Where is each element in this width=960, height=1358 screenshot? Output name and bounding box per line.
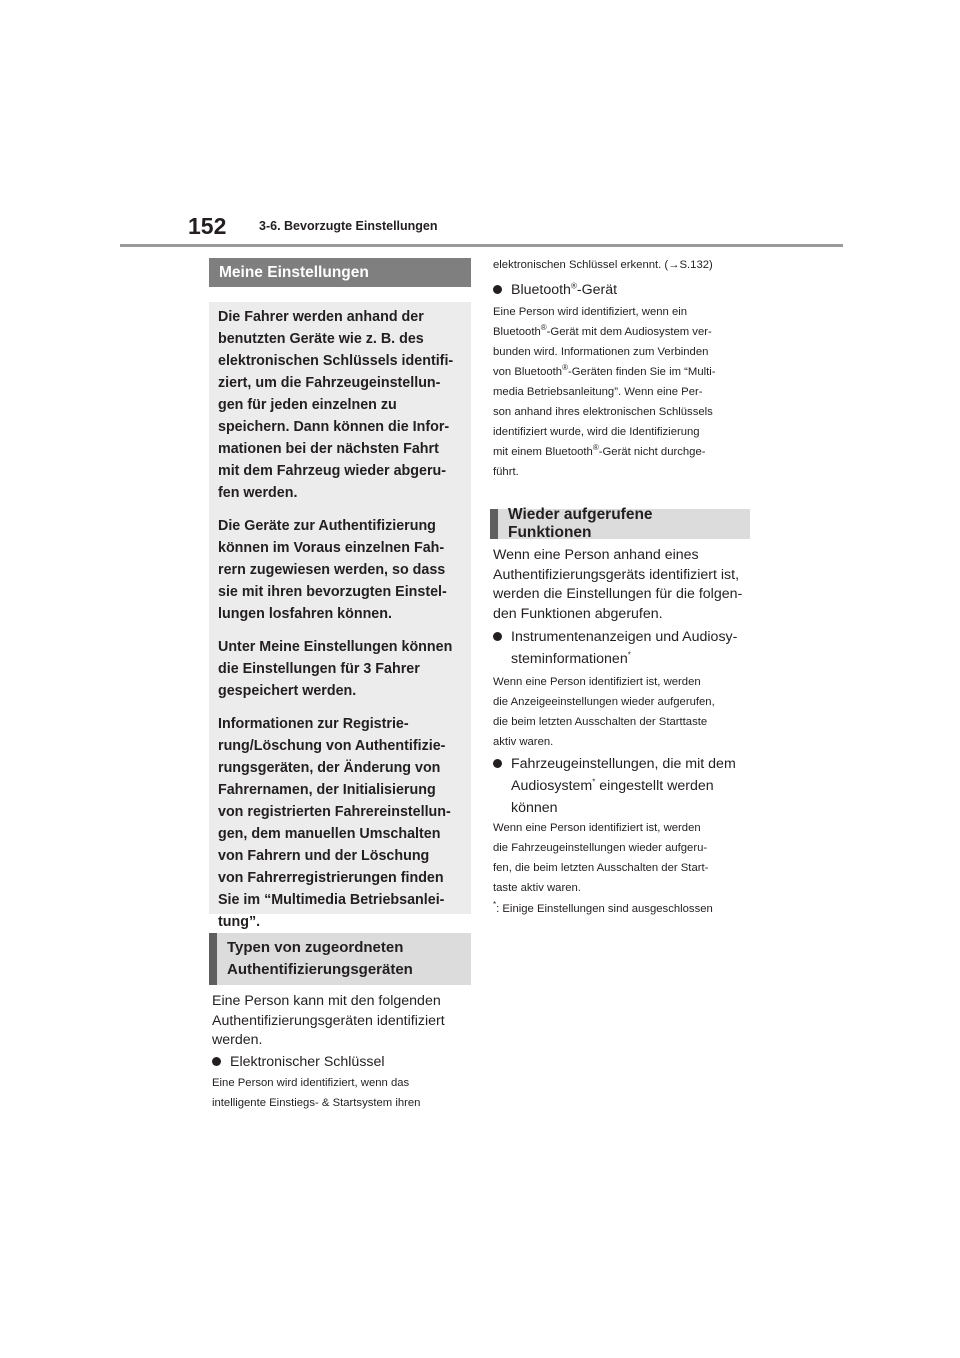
bullet-item — [493, 753, 736, 819]
body-text: Eine Person kann mit den folgenden Authentifizierungsgeräten identifiziert werden. — [212, 993, 445, 1048]
text-part: -Gerät nicht durchge- — [598, 446, 706, 458]
section-heading-typen — [209, 933, 471, 985]
page-number: 152 — [188, 213, 227, 239]
bullet-label: Instrumentenanzeigen und Audiosy- — [511, 629, 738, 645]
text-line: taste aktiv waren. — [493, 882, 581, 894]
footnote-star: * — [592, 777, 596, 787]
bullet-label: steminformationen — [511, 651, 628, 667]
header-rule — [120, 244, 843, 247]
text-line: Authentifizierungsgeräts identifiziert ist, — [493, 566, 740, 583]
text-line: Wenn eine Person identifiziert ist, werden — [493, 822, 701, 834]
bullet-label: eingestellt werden — [595, 778, 714, 794]
intro-paragraph: Unter Meine Einstellungen können die Einstellungen für 3 Fahrer gespeichert werden. — [218, 639, 453, 699]
section-heading-meine-einstellungen — [209, 258, 471, 287]
registered-mark: ® — [592, 443, 599, 453]
text-part: Bluetooth — [493, 326, 541, 338]
text-part: -Geräten finden Sie im “Multi- — [568, 366, 716, 378]
section-heading-text: Meine Einstellungen — [219, 263, 369, 281]
body-text — [493, 546, 742, 624]
bullet-dot-icon — [493, 285, 502, 294]
bullet-dot-icon — [493, 632, 502, 641]
bullet-item — [212, 1051, 385, 1073]
section-heading-line: Typen von zugeordneten — [227, 939, 404, 956]
footnote-star: * — [493, 900, 497, 910]
text-line: identifiziert wurde, wird die Identifizierung — [493, 426, 700, 438]
bullet-label: Fahrzeugeinstellungen, die mit dem — [511, 756, 736, 772]
text-line: intelligente Einstiegs- & Startsystem ihren — [212, 1097, 421, 1109]
bullet-description — [493, 818, 708, 898]
text-line: Eine Person wird identifiziert, wenn ein — [493, 306, 688, 318]
text-line — [493, 442, 716, 462]
bullet-dot-icon — [212, 1057, 221, 1066]
bullet-label: können — [511, 800, 558, 816]
text-part: mit einem Bluetooth — [493, 446, 593, 458]
text-line — [493, 322, 716, 342]
bullet-description — [493, 302, 716, 482]
text-line: werden die Einstellungen für die folgen- — [493, 586, 743, 602]
footnote — [493, 899, 713, 919]
text-line: son anhand ihres elektronischen Schlüssels — [493, 406, 713, 418]
text-line: aktiv waren. — [493, 736, 554, 748]
bullet-label: Audiosystem — [511, 778, 593, 794]
bullet-description — [212, 1073, 420, 1113]
section-heading-wieder-aufgerufene — [490, 506, 750, 541]
bullet-description — [493, 672, 715, 752]
section-heading-text: Wieder aufgerufene Funktionen — [508, 506, 653, 541]
intro-paragraph: Informationen zur Registrie-rung/Löschung von Authentifizie-rungsgeräten, der Änderung von Fahrernamen, der Initialisierung von registrierten Fahrereinstellun-gen, dem manuellen Umschalten von Fahrern und der Löschung von Fahrerregistrierungen finden Sie im “Multimedia Betriebsanlei-tung”. — [218, 716, 451, 930]
text-line: Eine Person wird identifiziert, wenn das — [212, 1077, 410, 1089]
registered-mark: ® — [540, 323, 547, 333]
footnote-star: * — [627, 650, 631, 660]
text-line: bunden wird. Informationen zum Verbinden — [493, 346, 709, 358]
bullet-label: Bluetooth — [511, 282, 571, 298]
bullet-label: -Gerät — [576, 282, 618, 298]
intro-paragraph: Die Geräte zur Authentifizierung können im Voraus einzelnen Fah-rern zugewiesen werden, so dass sie mit ihren bevorzugten Einstel-lungen losfahren können. — [218, 518, 447, 622]
bullet-item — [493, 626, 737, 670]
text-line: Wenn eine Person anhand eines — [493, 547, 699, 563]
text-part: -Gerät mit dem Audiosystem ver- — [546, 326, 712, 338]
text-line: führt. — [493, 466, 519, 478]
registered-mark: ® — [562, 363, 568, 373]
text-line: media Betriebsanleitung”. Wenn eine Per- — [493, 386, 703, 398]
text-line: fen, die beim letzten Ausschalten der Start- — [493, 862, 709, 874]
continuation-text: elektronischen Schlüssel erkennt. (→S.132) — [493, 259, 713, 271]
footnote-text: : Einige Einstellungen sind ausgeschlossen — [496, 903, 713, 915]
intro-box — [209, 302, 471, 930]
text-line — [493, 362, 716, 382]
text-line: die Fahrzeugeinstellungen wieder aufgeru- — [493, 842, 708, 854]
intro-paragraph: Die Fahrer werden anhand der benutzten Geräte wie z. B. des elektronischen Schlüssels identifi-ziert, um die Fahrzeugeinstellun-gen für jeden einzelnen zu speichern. Dann können die Infor-mationen bei der nächsten Fahrt mit dem Fahrzeug wieder abgeru-fen werden. — [218, 309, 454, 501]
chapter-title: 3-6. Bevorzugte Einstellungen — [259, 219, 438, 233]
bullet-label: Elektronischer Schlüssel — [230, 1054, 385, 1070]
bullet-dot-icon — [493, 759, 502, 768]
text-line: Wenn eine Person identifiziert ist, werden — [493, 676, 701, 688]
text-line: die Anzeigeeinstellungen wieder aufgerufen, — [493, 696, 715, 708]
section-heading-line: Authentifizierungsgeräten — [227, 961, 413, 978]
text-part: von Bluetooth — [493, 366, 563, 378]
text-line: den Funktionen abgerufen. — [493, 605, 663, 622]
registered-mark: ® — [570, 281, 577, 291]
text-line: die beim letzten Ausschalten der Starttaste — [493, 716, 708, 728]
bullet-item — [493, 279, 617, 301]
